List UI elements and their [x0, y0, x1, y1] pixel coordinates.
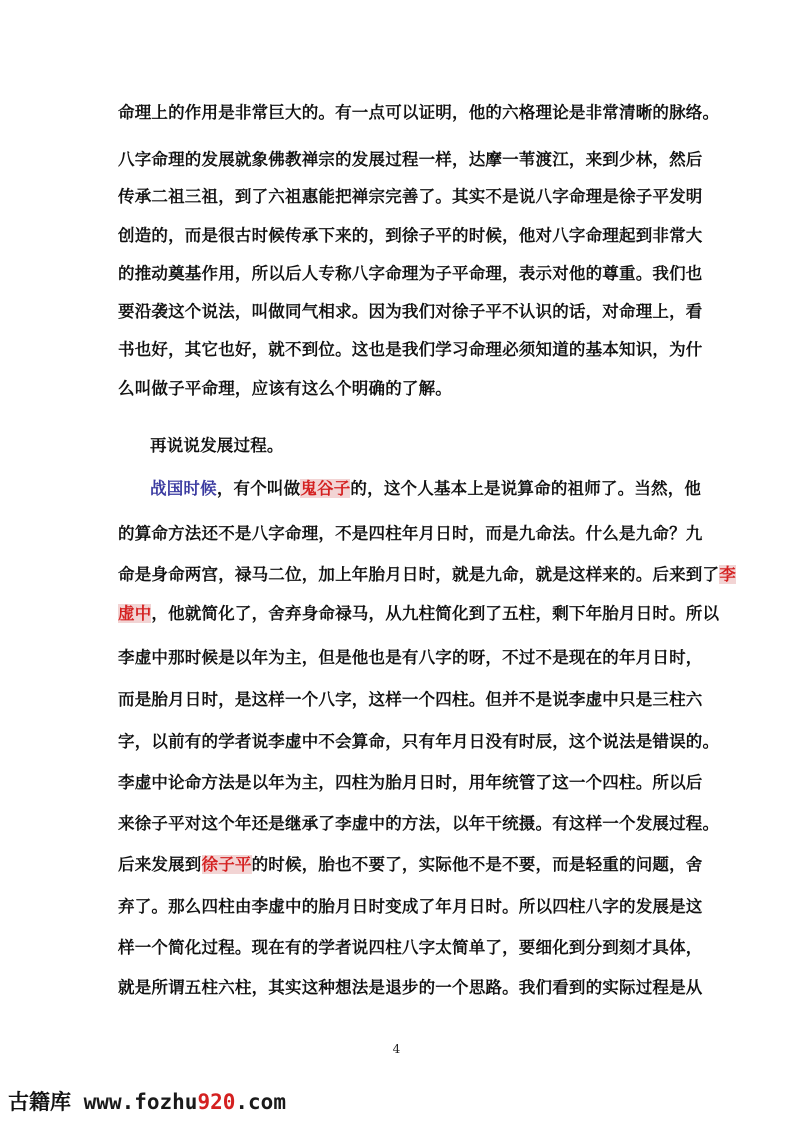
section-heading: 再说说发展过程。	[150, 436, 284, 455]
text-line: 传承二祖三祖，到了六祖惠能把禅宗完善了。其实不是说八字命理是徐子平发明	[118, 187, 703, 206]
highlight-xuziping: 徐子平	[201, 855, 252, 874]
text-span: 命是身命两宫，禄马二位，加上年胎月日时，就是九命，就是这样来的。后来到了	[118, 565, 720, 584]
text-line: 命理上的作用是非常巨大的。有一点可以证明，他的六格理论是非常清晰的脉络。	[118, 103, 720, 122]
text-span: ，他就简化了，舍弃身命禄马，从九柱简化到了五柱，剩下年胎月日时。所以	[151, 604, 720, 623]
text-line: 就是所谓五柱六柱，其实这种想法是退步的一个思路。我们看到的实际过程是从	[118, 978, 703, 997]
domain-number: 920	[197, 1090, 236, 1114]
text-line: 弃了。那么四柱由李虚中的胎月日时变成了年月日时。所以四柱八字的发展是这	[118, 897, 703, 916]
text-line: 书也好，其它也好，就不到位。这也是我们学习命理必须知道的基本知识，为什	[118, 340, 703, 359]
text-span: 的时候，胎也不要了，实际他不是不要，而是轻重的问题，舍	[251, 855, 703, 874]
site-watermark	[8, 1086, 286, 1116]
site-name: 古籍库	[8, 1090, 71, 1114]
text-line: 李虚中那时候是以年为主，但是他也是有八字的呀，不过不是现在的年月日时，	[118, 648, 703, 667]
text-line: 来徐子平对这个年还是继承了李虚中的方法，以年干统摄。有这样一个发展过程。	[118, 814, 720, 833]
highlight-xuzhong: 虚中	[118, 604, 152, 623]
text-line	[118, 602, 720, 626]
text-line: 创造的，而是很古时候传承下来的，到徐子平的时候，他对八字命理起到非常大	[118, 226, 703, 245]
text-line: 要沿袭这个说法，叫做同气相求。因为我们对徐子平不认识的话，对命理上，看	[118, 302, 703, 321]
text-line: 八字命理的发展就象佛教禅宗的发展过程一样，达摩一苇渡江，来到少林，然后	[118, 150, 703, 169]
text-line: 而是胎月日时，是这样一个八字，这样一个四柱。但并不是说李虚中只是三柱六	[118, 690, 703, 709]
text-line: 字，以前有的学者说李虚中不会算命，只有年月日没有时辰，这个说法是错误的。	[118, 732, 720, 751]
domain-prefix: www.fozhu	[83, 1090, 198, 1114]
page-number: 4	[392, 1042, 401, 1056]
text-line: 的推动奠基作用，所以后人专称八字命理为子平命理，表示对他的尊重。我们也	[118, 264, 703, 283]
text-span: 后来发展到	[118, 855, 202, 874]
text-line	[118, 563, 736, 587]
era-text: 战国时候	[150, 479, 217, 498]
text-line: 样一个简化过程。现在有的学者说四柱八字太简单了，要细化到分到刻才具体，	[118, 938, 703, 957]
highlight-li: 李	[719, 565, 736, 584]
domain-suffix: .com	[235, 1090, 286, 1114]
text-line: 李虚中论命方法是以年为主，四柱为胎月日时，用年统管了这一个四柱。所以后	[118, 773, 703, 792]
text-line	[118, 853, 703, 877]
text-line	[150, 477, 702, 501]
highlight-guiguzi: 鬼谷子	[300, 479, 351, 498]
text-span: ，有个叫做	[216, 479, 301, 498]
text-line: 的算命方法还不是八字命理，不是四柱年月日时，而是九命法。什么是九命？九	[118, 524, 703, 543]
text-line: 么叫做子平命理，应该有这么个明确的了解。	[118, 379, 452, 398]
site-domain	[84, 1090, 286, 1114]
text-span: 的，这个人基本上是说算命的祖师了。当然，他	[350, 479, 702, 498]
